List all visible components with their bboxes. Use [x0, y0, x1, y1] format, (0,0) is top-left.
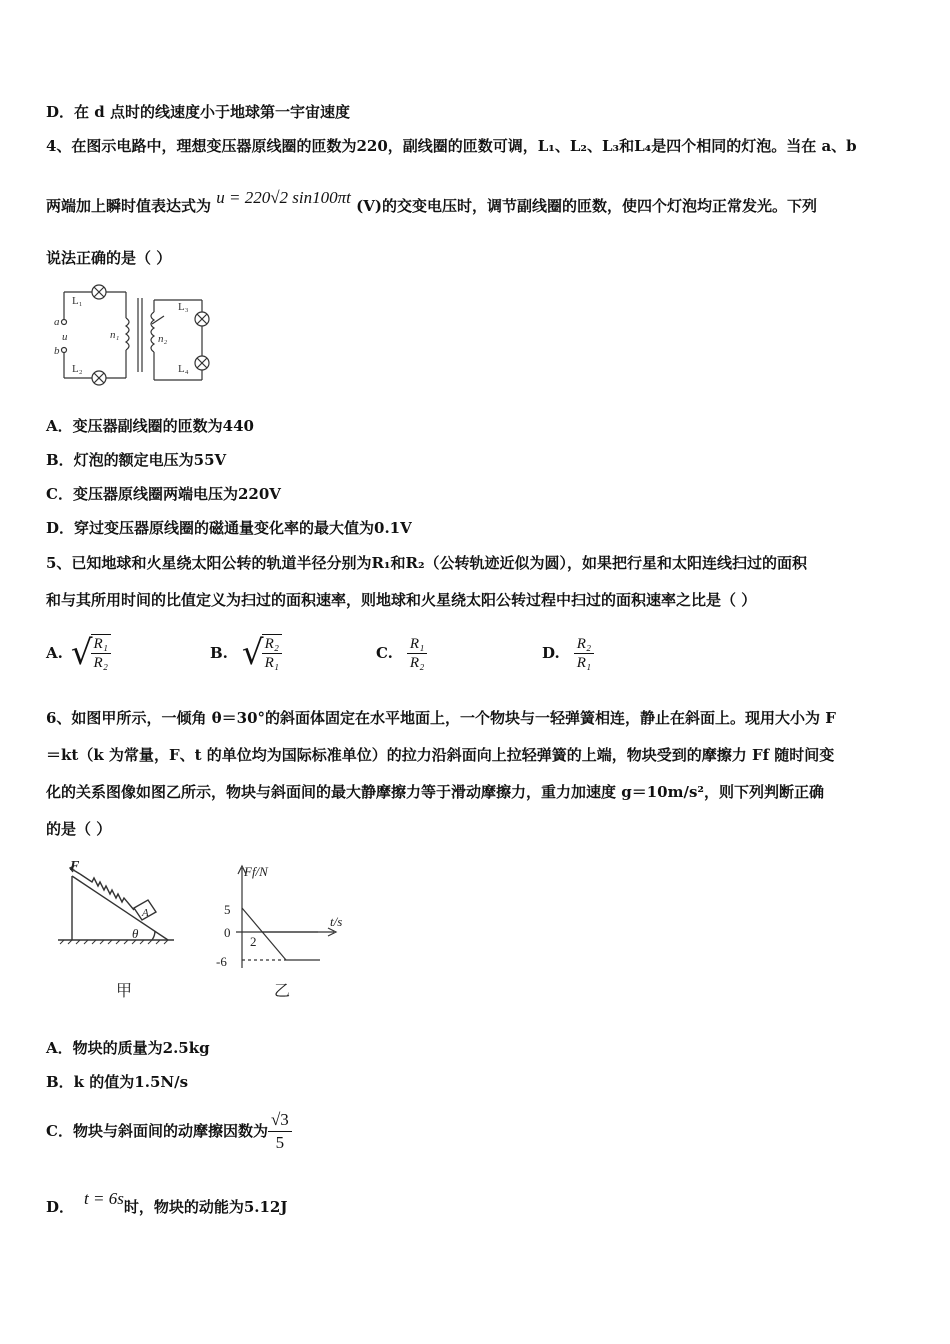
q4-formula: u = 220√2 sin100πt — [216, 188, 351, 207]
q5-b-den: R₁ — [264, 655, 279, 671]
q6-option-d-text: 时，物块的动能为5.12J — [123, 1198, 288, 1216]
yi-tick-2: 2 — [250, 934, 257, 949]
q5-a-num: R₁ — [91, 635, 111, 654]
q6-option-d-label: D． — [46, 1198, 75, 1216]
q5-option-c — [376, 626, 427, 680]
jia-theta-label: θ — [132, 926, 139, 941]
q5-option-a: A. √ $\frac{\text{R₁}}{\text{R₂}}$ — [46, 626, 111, 680]
q6-c-den: 5 — [275, 1132, 285, 1152]
q5-option-b-label: B. — [210, 644, 228, 662]
q5-option-c-label: C. — [376, 644, 393, 662]
label-u: u — [62, 331, 68, 343]
q5-stem-line2: 和与其所用时间的比值定义为扫过的面积速率，则地球和火星绕太阳公转过程中扫过的面积速率之比是（ ） — [46, 591, 757, 609]
yi-tick-5: 5 — [224, 902, 231, 917]
q5-option-d-label: D. — [542, 644, 560, 662]
q5-c-den: R₂ — [409, 654, 425, 671]
jia-f-label: F — [70, 859, 80, 874]
yi-tick-0: 0 — [224, 925, 231, 940]
yi-tick-minus6: -6 — [216, 954, 227, 969]
q6-option-c-text: C．物块与斜面间的动摩擦因数为 — [46, 1122, 268, 1140]
q4-option-a: A．变压器副线圈的匝数为440 — [46, 417, 254, 435]
q6-figure-yi — [208, 856, 358, 1006]
q3-option-d: D．在 d 点时的线速度小于地球第一宇宙速度 — [46, 103, 350, 121]
q5-option-d — [542, 626, 594, 680]
q6-option-b: B．k 的值为1.5N/s — [46, 1073, 189, 1091]
q5-option-a-label: A. — [46, 644, 63, 662]
label-a: a — [54, 316, 60, 328]
q5-a-den: R₂ — [93, 655, 108, 671]
label-l1: L₁ — [72, 295, 83, 307]
q6-stem-line3: 化的关系图像如图乙所示，物块与斜面间的最大静摩擦力等于滑动摩擦力，重力加速度 g＝10m/s²，则下列判断正确 — [46, 783, 824, 801]
q4-option-b: B．灯泡的额定电压为55V — [46, 451, 227, 469]
q6-stem-line2: ＝kt（k 为常量，F、t 的单位均为国际标准单位）的拉力沿斜面向上拉轻弹簧的上端，物块受到的摩擦力 Ff 随时间变 — [46, 746, 835, 764]
q4-stem-line2 — [46, 188, 817, 216]
label-l2: L₂ — [72, 363, 83, 375]
jia-a-label: A — [142, 907, 149, 919]
q4-stem-post: (V)的交变电压时，调节副线圈的匝数，使四个灯泡均正常发光。下列 — [356, 197, 817, 215]
q6-c-num: √3 — [268, 1109, 292, 1132]
q5-d-num: R₂ — [574, 635, 594, 654]
q6-option-a: A．物块的质量为2.5kg — [46, 1039, 210, 1057]
q4-option-c: C．变压器原线圈两端电压为220V — [46, 485, 281, 503]
label-l3: L₃ — [178, 301, 189, 313]
q5-c-num: R₁ — [407, 635, 427, 654]
yi-caption: 乙 — [274, 983, 291, 1000]
label-l4: L₄ — [178, 363, 189, 375]
q4-stem-line3: 说法正确的是（ ） — [46, 249, 172, 267]
yi-x-axis: t/s — [330, 914, 343, 929]
q6-option-c — [46, 1106, 292, 1156]
q5-option-b: B. √ $\frac{\text{R₂}}{\text{R₁}}$ — [210, 626, 282, 680]
q6-option-d — [46, 1190, 287, 1224]
yi-y-axis: Ff/N — [244, 864, 268, 879]
label-b: b — [54, 345, 60, 357]
label-n2: n₂ — [158, 333, 168, 345]
q6-figure-jia — [56, 856, 186, 1006]
q4-stem-pre: 两端加上瞬时值表达式为 — [46, 197, 212, 215]
label-n1: n₁ — [110, 329, 120, 341]
q5-b-num: R₂ — [262, 635, 282, 654]
q4-circuit-figure — [52, 280, 222, 390]
q6-stem-line1: 6、如图甲所示，一倾角 θ＝30°的斜面体固定在水平地面上，一个物块与一轻弹簧相连，静止在斜面上。现用大小为 F — [46, 709, 836, 727]
jia-caption: 甲 — [116, 983, 133, 1000]
q4-stem-line1: 4、在图示电路中，理想变压器原线圈的匝数为220，副线圈的匝数可调，L₁、L₂、L₃和L₄是四个相同的灯泡。当在 a、b — [46, 137, 857, 155]
q4-option-d: D．穿过变压器原线圈的磁通量变化率的最大值为0.1V — [46, 519, 412, 537]
q5-d-den: R₁ — [576, 654, 592, 671]
q6-stem-line4: 的是（ ） — [46, 820, 112, 838]
q5-stem-line1: 5、已知地球和火星绕太阳公转的轨道半径分别为R₁和R₂（公转轨迹近似为圆），如果把行星和太阳连线扫过的面积 — [46, 554, 808, 572]
q6-option-d-formula: t = 6s — [84, 1189, 124, 1208]
